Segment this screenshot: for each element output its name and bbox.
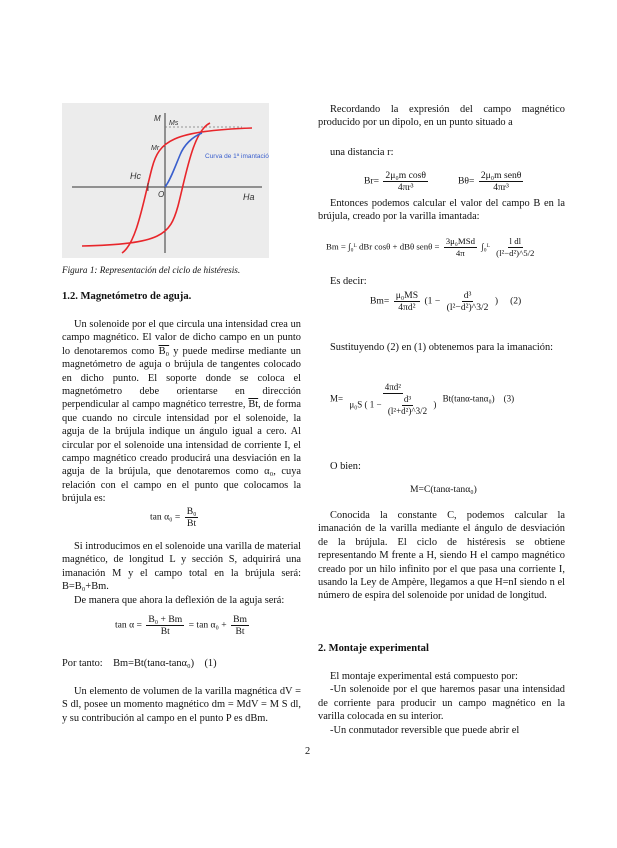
mr-label: Mr — [151, 145, 160, 152]
bt-symbol: $\overline{Bt}$ — [248, 399, 259, 411]
eq-m-frac — [347, 382, 438, 417]
eq-bm-frac — [394, 290, 420, 313]
eq-m-lhs: M= — [330, 393, 344, 404]
equation-tan0 — [150, 506, 200, 529]
paragraph-solenoid — [62, 318, 301, 506]
p1b-text: y puede medirse mediante un magnetómetro de aguja o brújula de tangentes colocado en dicho punto. El soporte donde se coloca el magnetómetro debe orientarse en dirección perpendicular al campo magnético terrestre, — [62, 345, 301, 411]
eq-bm-number: (2) — [510, 295, 522, 307]
equation-tan-alpha — [115, 614, 251, 637]
eq-br-den: 4πr³ — [397, 182, 414, 193]
paragraph-varilla: Si introducimos en el solenoide una varilla de material magnético, de longitud L y sección S, adquirirá una imanación M y el campo total en la brújula será: B=B₀+Bm. — [62, 541, 301, 593]
hysteresis-plot — [62, 103, 269, 258]
ha-label: Ha — [243, 192, 255, 202]
eq2-mid: = tan α₀ + — [188, 619, 227, 631]
eq-m-bot: μ₀S — [349, 399, 363, 410]
paragraph-deflexion: De manera que ahora la deflexión de la aguja será: — [74, 594, 285, 606]
section-title-2: 2. Montaje experimental — [318, 643, 429, 654]
eq-br-num: 2μ₀m cosθ — [385, 170, 426, 181]
eq-bth-frac — [479, 170, 524, 193]
hc-label: Hc — [130, 171, 141, 181]
por-tanto: Por tanto: — [62, 658, 103, 669]
left-paragraph-2 — [62, 540, 301, 607]
eq-bm-den: 4πd² — [398, 302, 416, 313]
equation-integral — [326, 236, 538, 259]
es-decir: Es decir: — [330, 276, 367, 287]
eq-int2-frac — [494, 236, 536, 259]
eq-bm-num2: d³ — [463, 290, 472, 301]
eq-tan-fraction — [185, 506, 199, 529]
right-paragraph-1 — [318, 103, 565, 130]
eq-m-rhs: Bt(tanα-tanα₀) — [442, 393, 495, 404]
caption-text: Figura 1: Representación del ciclo de histéresis. — [62, 265, 241, 275]
equation-btheta — [458, 170, 525, 193]
left-eq1-line — [62, 657, 301, 670]
b0-symbol: B₀ — [158, 345, 170, 357]
right-paragraph-1b — [318, 146, 565, 159]
eq-int2-den: (l²−d²)^5/2 — [496, 248, 535, 258]
eq-br-lhs: Br= — [364, 175, 380, 187]
eq-bth-num: 2μ₀m senθ — [480, 170, 522, 181]
eq-bm-close: ) — [494, 295, 499, 307]
right-o-bien — [318, 460, 565, 473]
paragraph-dipolo: Recordando la expresión del campo magnético producido por un dipolo, en un punto situado a — [318, 104, 565, 129]
eq-m-number: (3) — [503, 393, 515, 404]
paragraph-conocida: Conocida la constante C, podemos calcular la imanación de la varilla mediante el ángulo de desviación de la brújula. El ciclo de histéresis se obtiene representando M frente a H, siendo H el campo magnético creado por un hilo infinito por el que pasa una corriente I, usando la Ley de Ampère, llegamos a que H=nI siendo n el número de espira del solenoide por unidad de longitud. — [318, 510, 565, 602]
eq-tan-num: B₀ — [186, 506, 197, 517]
section-2 — [318, 642, 565, 655]
right-paragraph-3 — [318, 341, 565, 354]
right-paragraph-4 — [318, 509, 565, 603]
section-title-1-2: 1.2. Magnetómetro de aguja. — [62, 291, 192, 302]
eq-int-frac — [444, 236, 477, 259]
paragraph-volumen: Un elemento de volumen de la varilla magnética dV = S dl, posee un momento magnético dm = MdV = M S dl, y su contribución al campo en el punto P es dBm. — [62, 686, 301, 724]
eq-bth-den: 4πr³ — [493, 182, 509, 193]
o-bien: O bien: — [330, 461, 361, 472]
eq2-d2: Bt — [235, 626, 245, 637]
ms-label: Ms — [169, 120, 179, 127]
eq-m-top: 4πd² — [384, 382, 401, 392]
page-number: 2 — [305, 746, 311, 757]
eq2-lhs: tan α = — [115, 619, 142, 631]
eq-bth-lhs: Bθ= — [458, 175, 475, 187]
eq-m-inner-frac — [386, 394, 429, 417]
eq-m-inner-den: (l²+d²)^3/2 — [387, 406, 428, 416]
eq-int-lhs: Bm = ∫₀ᴸ dBr cosθ + dBθ senθ = — [326, 241, 440, 252]
paragraph-sustituyendo: Sustituyendo (2) en (1) obtenemos para la imanación: — [330, 342, 554, 353]
eq-bm-num: μ₀MS — [395, 290, 419, 301]
eq2-frac-1 — [146, 614, 184, 637]
eq-m-inner-num: d³ — [403, 394, 412, 404]
eq-bm-mid: (1 − — [424, 295, 441, 307]
paragraph-solenoide-item: -Un solenoide por el que haremos pasar una intensidad de corriente para producir un campo magnético en la varilla colocada en su interior. — [318, 684, 565, 723]
eq2-frac-2 — [231, 614, 249, 637]
right-paragraph-5 — [318, 670, 565, 737]
curve-label: Curva de 1ª imantación — [205, 153, 269, 160]
eq-br-frac — [383, 170, 428, 193]
left-paragraph-3 — [62, 685, 301, 725]
m-label: M — [154, 114, 161, 123]
p1a-text: Un solenoide por el que circula una intensidad crea un campo magnético. El valor de dicho campo en un punto lo denotaremos como — [62, 319, 301, 357]
eq-m-bottom: μ₀S ( 1 − $\frac{\text{d³}}{\text{(l²+d²)\textasciicircum{}3/2}}$ ) — [349, 394, 437, 416]
eq-bm-den2: (l²−d²)^3/2 — [446, 302, 489, 313]
paragraph-montaje: El montaje experimental está compuesto por: — [330, 671, 518, 682]
eq-int-num: 3μ₀MSd — [445, 236, 475, 246]
paragraph-conmutador: -Un conmutador reversible que puede abrir el — [330, 724, 520, 736]
origin-label: O — [158, 190, 165, 199]
equation-br — [364, 170, 430, 193]
equation-bm — [370, 290, 521, 313]
eq2-d1: Bt — [160, 626, 170, 637]
eq-tan-lhs: tan α₀ = — [150, 511, 181, 523]
right-es-decir — [318, 275, 565, 288]
paragraph-entonces: Entonces podemos calcular el valor del campo B en la brújula, creado por la varilla imantada: — [318, 198, 565, 223]
eq2-n1: B₀ + Bm — [148, 614, 183, 625]
eq-c: M=C(tanα-tanα₀) — [410, 484, 477, 495]
paragraph-distancia: una distancia r: — [330, 147, 394, 158]
eq-int-den: 4π — [455, 248, 465, 258]
eq2-n2: Bm — [233, 614, 247, 625]
hysteresis-figure — [62, 103, 269, 258]
figure-caption — [62, 264, 301, 277]
eq-int2-num: l dl — [509, 236, 522, 246]
eq-tan-den: Bt — [187, 518, 197, 529]
left-paragraph-1 — [62, 318, 301, 506]
eq-bm-frac2 — [445, 290, 491, 313]
right-paragraph-2 — [318, 197, 565, 224]
eq1-number: (1) — [204, 658, 217, 669]
equation-c — [410, 484, 477, 495]
eq-bm-lhs: Bm= — [370, 295, 390, 307]
eq-int2: ∫₀ᴸ — [481, 241, 490, 252]
p1c-text: , de forma que cuando no circule intensidad por el solenoide, la aguja de la brújula indique un ángulo igual a cero. Al circular por el solenoide una intensidad de corriente I, el campo magnético creado producirá una desviación en la aguja de la brújula, que denotaremos como α₀, cuya relación con el campo en el punto que colocamos la brújula es: — [62, 399, 301, 505]
section-1-2 — [62, 290, 301, 303]
eq1: Bm=Bt(tanα-tanα₀) — [113, 658, 195, 669]
eq-m-inner1: 1 − — [369, 399, 382, 410]
equation-m — [330, 382, 514, 417]
